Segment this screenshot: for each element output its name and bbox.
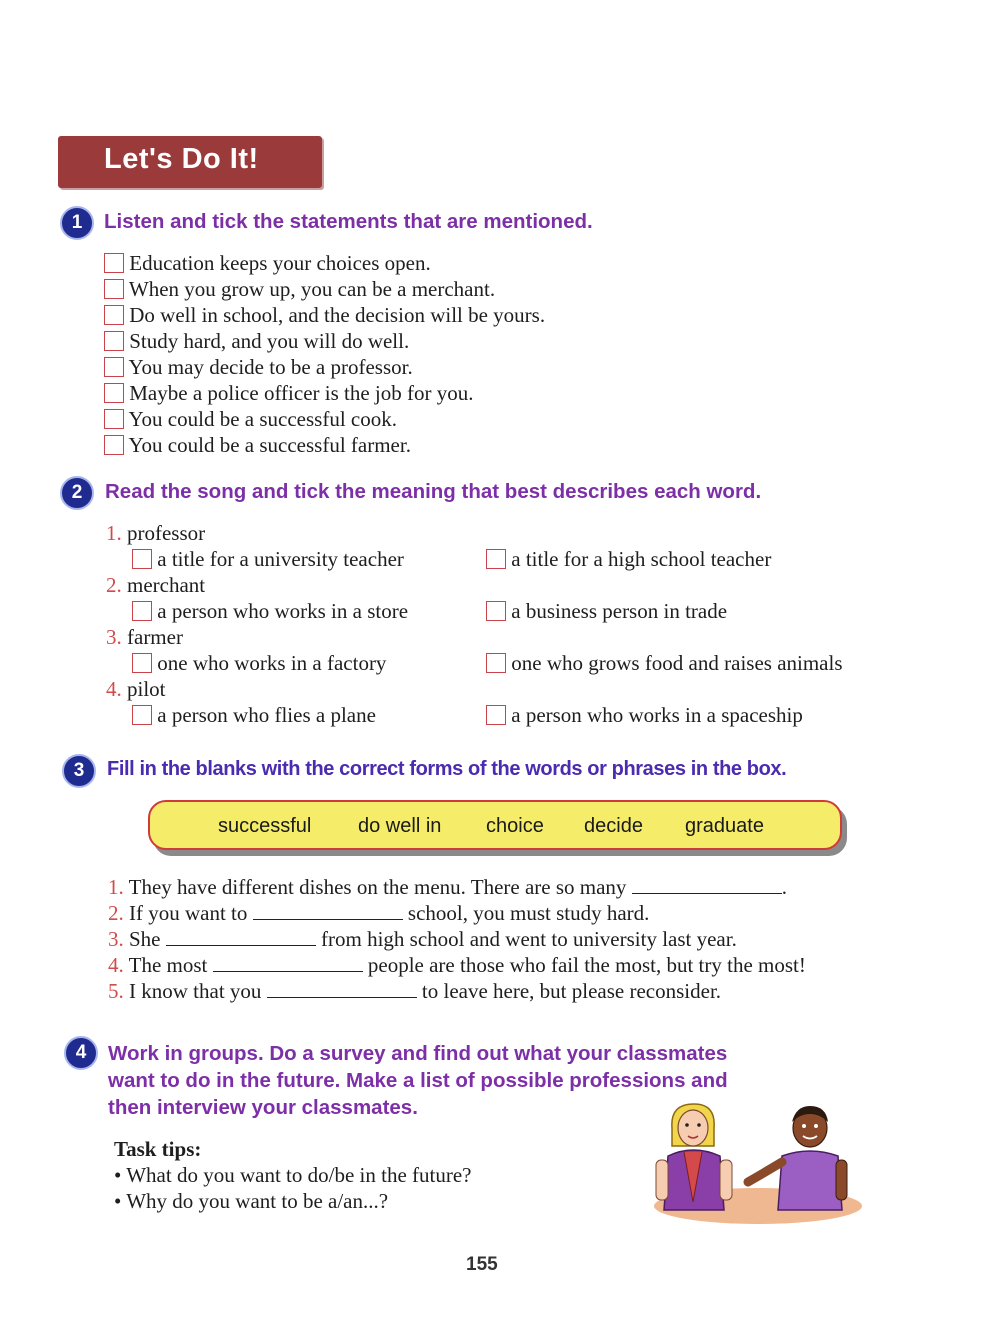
page-number: 155	[466, 1254, 498, 1275]
answer-blank[interactable]	[166, 929, 316, 946]
meaning-option: a person who flies a plane	[132, 702, 376, 728]
statement-checkbox[interactable]	[104, 305, 124, 325]
statement-item: Education keeps your choices open.	[104, 250, 545, 276]
section-1-statement-list	[104, 250, 545, 458]
word-box-item: decide	[584, 815, 643, 837]
answer-blank[interactable]	[267, 981, 417, 998]
section-2-number: 2	[60, 476, 94, 510]
statement-item: You may decide to be a professor.	[104, 354, 545, 380]
statement-checkbox[interactable]	[104, 383, 124, 403]
word-box-item: choice	[486, 815, 544, 837]
vocab-word: 1. professor	[106, 521, 206, 545]
meaning-checkbox[interactable]	[132, 705, 152, 725]
meaning-option: a business person in trade	[486, 598, 727, 624]
task-tips-title: Task tips:	[114, 1137, 202, 1161]
word-box-item: successful	[218, 815, 312, 837]
meaning-checkbox[interactable]	[486, 705, 506, 725]
meaning-checkbox[interactable]	[486, 653, 506, 673]
answer-blank[interactable]	[632, 877, 782, 894]
section-4-number: 4	[64, 1036, 98, 1070]
word-box-item: do well in	[358, 815, 442, 837]
vocab-word: 3. farmer	[106, 625, 183, 649]
section-3-number: 3	[62, 754, 96, 788]
statement-item: Study hard, and you will do well.	[104, 328, 545, 354]
statement-item: You could be a successful cook.	[104, 406, 545, 432]
meaning-option: a person who works in a store	[132, 598, 408, 624]
statement-item: You could be a successful farmer.	[104, 432, 545, 458]
fill-sentence: 4. The most people are those who fail the most, but try the most!	[108, 953, 806, 977]
statement-checkbox[interactable]	[104, 279, 124, 299]
task-tip: • Why do you want to be a/an...?	[114, 1189, 389, 1213]
statement-checkbox[interactable]	[104, 409, 124, 429]
vocab-word: 2. merchant	[106, 573, 206, 597]
fill-sentence: 5. I know that you to leave here, but please reconsider.	[108, 979, 722, 1003]
word-box-item: graduate	[685, 815, 764, 837]
statement-checkbox[interactable]	[104, 253, 124, 273]
banner-title: Let's Do It!	[104, 143, 259, 175]
meaning-checkbox[interactable]	[486, 549, 506, 569]
fill-sentence: 3. She from high school and went to university last year.	[108, 927, 737, 951]
statement-checkbox[interactable]	[104, 357, 124, 377]
fill-sentence: 2. If you want to school, you must study hard.	[108, 901, 650, 925]
lets-do-it-banner	[58, 136, 322, 188]
statement-checkbox[interactable]	[104, 435, 124, 455]
meaning-checkbox[interactable]	[132, 601, 152, 621]
meaning-option: a person who works in a spaceship	[486, 702, 803, 728]
section-2-instruction: Read the song and tick the meaning that best describes each word.	[105, 480, 762, 503]
meaning-option: one who grows food and raises animals	[486, 650, 843, 676]
word-box	[148, 800, 842, 850]
statement-item: When you grow up, you can be a merchant.	[104, 276, 545, 302]
section-3-instruction: Fill in the blanks with the correct forms of the words or phrases in the box.	[107, 758, 787, 780]
meaning-checkbox[interactable]	[132, 549, 152, 569]
meaning-option: a title for a high school teacher	[486, 546, 771, 572]
fill-sentence: 1. They have different dishes on the menu. There are so many .	[108, 875, 787, 899]
meaning-option: a title for a university teacher	[132, 546, 404, 572]
section-4-instruction: Work in groups. Do a survey and find out what your classmates want to do in the future. Make a list of possible professions and then interview your classmates.	[108, 1042, 728, 1119]
statement-item: Maybe a police officer is the job for you.	[104, 380, 545, 406]
section-1-instruction: Listen and tick the statements that are mentioned.	[104, 210, 593, 233]
section-1-number: 1	[60, 206, 94, 240]
meaning-checkbox[interactable]	[132, 653, 152, 673]
meaning-option: one who works in a factory	[132, 650, 386, 676]
vocab-word: 4. pilot	[106, 677, 166, 701]
task-tip: • What do you want to do/be in the future?	[114, 1163, 472, 1187]
statement-checkbox[interactable]	[104, 331, 124, 351]
children-illustration	[650, 1098, 862, 1228]
statement-item: Do well in school, and the decision will be yours.	[104, 302, 545, 328]
answer-blank[interactable]	[213, 955, 363, 972]
answer-blank[interactable]	[253, 903, 403, 920]
meaning-checkbox[interactable]	[486, 601, 506, 621]
